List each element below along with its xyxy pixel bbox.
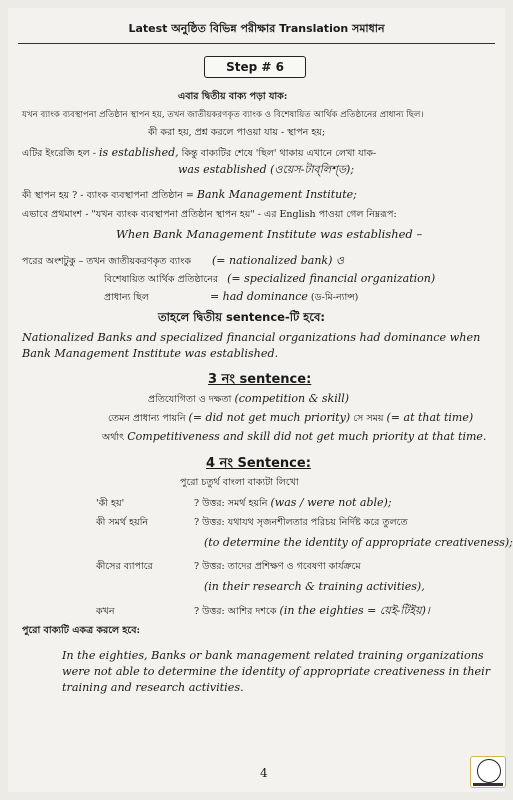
combine-heading: পুরো বাক্যটি একত্র করলে হবে: bbox=[22, 625, 141, 636]
logo-circle bbox=[477, 759, 501, 783]
fourth-sentence-translation: In the eighties, Banks or bank management related training organizations were not able to determine the identity of appropriate creativeness in their training and research activities. bbox=[62, 649, 491, 694]
page-number: 4 bbox=[260, 766, 268, 780]
text: প্রাধান্য ছিল bbox=[104, 292, 149, 303]
page bbox=[8, 8, 513, 792]
second-sentence-translation: Nationalized Banks and specialized financial organizations had dominance when Bank Management Institute was established. bbox=[22, 331, 481, 360]
what-established-line bbox=[22, 188, 357, 203]
sentence-3-heading: 3 নং sentence: bbox=[208, 372, 312, 387]
text: এভাবে প্রথমাংশ - "যখন ব্যাংক ব্যবস্থাপনা প্রতিষ্ঠান স্থাপন হয়" - এর bbox=[22, 209, 280, 220]
priority-line bbox=[108, 411, 473, 426]
answer: ? উত্তর: সমর্থ হয়নি bbox=[194, 498, 268, 509]
text-italic: Competitiveness and skill did not get much priority at that time. bbox=[127, 430, 487, 443]
qa-row-3-english: (in their research & training activities), bbox=[204, 580, 425, 593]
question: কীসের ব্যাপারে bbox=[96, 561, 153, 572]
publisher-logo bbox=[470, 756, 506, 788]
text-italic: = had dominance bbox=[209, 290, 308, 303]
text: প্রতিযোগিতা ও দক্ষতা bbox=[148, 394, 232, 405]
text: (ড-মি-ন্যান্স) bbox=[310, 292, 359, 303]
text-italic: (competition & skill) bbox=[234, 392, 350, 405]
write-full-line: পুরো চতুর্থ বাংলা বাক্যটা লিখো bbox=[180, 477, 299, 488]
text-italic: (= specialized financial organization) bbox=[227, 272, 436, 285]
text: সে সময় bbox=[353, 413, 384, 424]
when-line: When Bank Management Institute was established – bbox=[116, 227, 423, 241]
answer: ? উত্তর: যথাযথ সৃজনশীলতার পরিচয় নির্দিষ্ট করে তুলতে bbox=[194, 517, 408, 528]
text: বিশেষায়িত আর্থিক প্রতিষ্ঠানের bbox=[104, 274, 219, 285]
text: তেমন প্রাধান্য পায়নি bbox=[108, 413, 186, 424]
text: কী স্থাপন হয় ? - ব্যাংক ব্যবস্থাপনা প্রতিষ্ঠান = bbox=[22, 190, 197, 201]
text-italic: is established, bbox=[99, 146, 179, 159]
specialized-line bbox=[104, 272, 435, 287]
text-italic: Bank Management Institute; bbox=[196, 188, 357, 201]
qa-row-4 bbox=[96, 604, 430, 619]
text-italic: (= nationalized bank) ও bbox=[212, 254, 344, 267]
text: English bbox=[279, 209, 316, 220]
text: এটির ইংরেজি হল - bbox=[22, 148, 99, 159]
second-sentence-heading: তাহলে দ্বিতীয় sentence-টি হবে: bbox=[158, 310, 325, 324]
text-italic: (= at that time) bbox=[386, 411, 474, 424]
first-part-line bbox=[22, 208, 397, 222]
text: পাওয়া গেল নিম্নরূপ: bbox=[315, 209, 397, 220]
intro-line: এবার দ্বিতীয় বাক্য পড়া যাক: bbox=[178, 91, 288, 102]
question: কখন bbox=[96, 606, 115, 617]
page-header: Latest অনুষ্ঠিত বিভিন্ন পরীক্ষার Translation সমাধান bbox=[18, 20, 495, 44]
therefore-line bbox=[102, 430, 486, 445]
text: পরের অংশটুকু – তখন জাতীয়করণকৃত ব্যাংক bbox=[22, 256, 191, 267]
was-established-line bbox=[178, 163, 354, 178]
qa-row-2-english: (to determine the identity of appropriate creativeness); bbox=[204, 536, 513, 549]
answer-english: (in the eighties = য়েই-টিইয়)। bbox=[279, 604, 430, 617]
question-line: কী করা হয়, প্রশ্ন করলে পাওয়া যায় - স্থাপন হয়; bbox=[148, 127, 326, 138]
text: অর্থাৎ bbox=[102, 432, 125, 443]
logo-bar bbox=[473, 783, 503, 786]
text-italic: (= did not get much priority) bbox=[188, 411, 351, 424]
english-line bbox=[22, 146, 376, 161]
question: 'কী হয়' bbox=[96, 498, 125, 509]
bangla-sentence: যখন ব্যাংক ব্যবস্থাপনা প্রতিষ্ঠান স্থাপন হয়, তখন জাতীয়করণকৃত ব্যাংক ও বিশেষায়িত আর্থিক প্রতিষ্ঠানের প্রাধান্য ছিল। bbox=[22, 110, 424, 120]
dominance-line bbox=[104, 290, 358, 305]
qa-row-1 bbox=[96, 496, 392, 511]
qa-row-2 bbox=[96, 516, 408, 530]
qa-row-3 bbox=[96, 560, 361, 574]
sentence-4-heading: 4 নং Sentence: bbox=[206, 456, 311, 471]
text: কিন্তু বাক্যটির শেষে 'ছিল' থাকায় এখানে লেখা যাক- bbox=[178, 148, 377, 159]
question: কী সমর্থ হয়নি bbox=[96, 517, 149, 528]
competition-line bbox=[148, 392, 349, 407]
answer-english: (was / were not able); bbox=[270, 496, 392, 509]
text-italic: was established (ওয়েস-টাব্‌লিশ্‌ড); bbox=[178, 163, 355, 176]
answer: ? উত্তর: আশির দশকে bbox=[194, 606, 277, 617]
next-part-line bbox=[22, 254, 344, 269]
step-label: Step # 6 bbox=[204, 56, 306, 78]
answer: ? উত্তর: তাদের প্রশিক্ষণ ও গবেষণা কার্যক্রমে bbox=[194, 561, 361, 572]
